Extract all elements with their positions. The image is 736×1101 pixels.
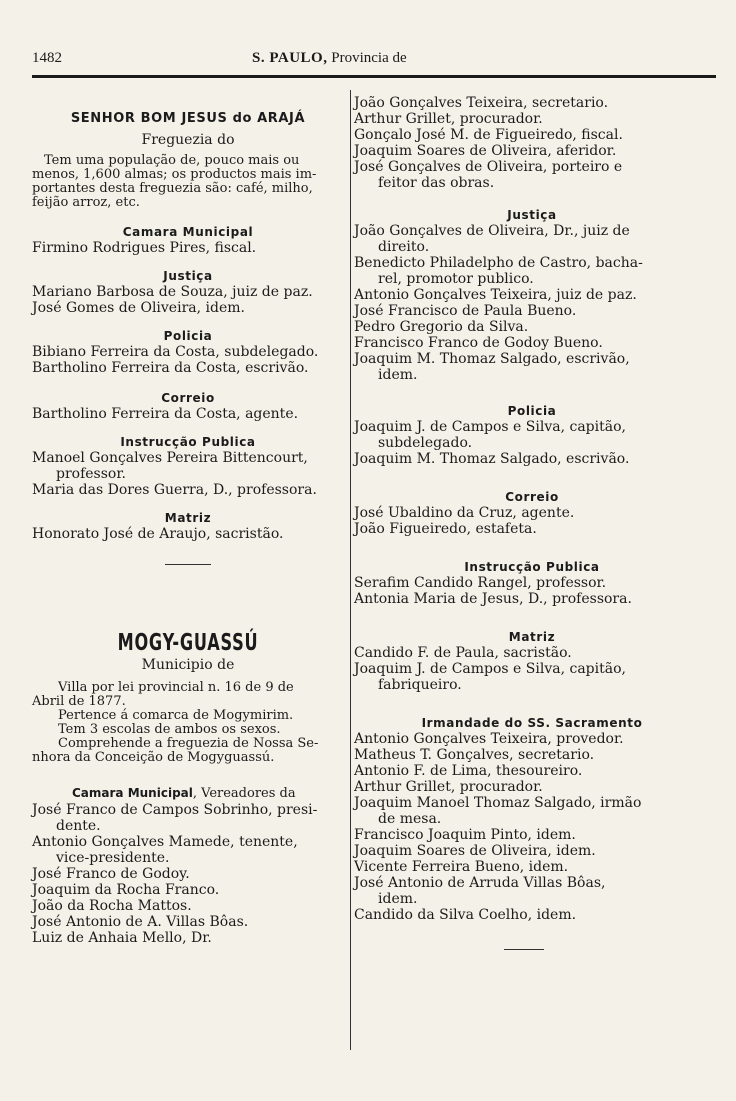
entry: Serafim Candido Rangel, professor. [354,575,607,591]
parish-desc-line: portantes desta freguezia são: café, milho, [32,181,313,196]
entry-continuation: fabriqueiro. [378,677,462,693]
entry: Manoel Gonçalves Pereira Bittencourt, [32,450,308,466]
page-header [32,50,712,72]
header-rule [32,75,716,78]
running-title-rest: Provincia de [327,50,407,66]
entry-continuation: idem. [378,891,418,907]
entry: Arthur Grillet, procurador. [354,779,543,795]
entry: João Gonçalves Teixeira, secretario. [354,95,609,111]
town-subtitle: Municipio de [141,657,235,673]
entry: Joaquim Soares de Oliveira, aferidor. [354,143,617,159]
section-heading-justica: Justiça [507,208,557,222]
entry: Arthur Grillet, procurador. [354,111,543,127]
entry: Joaquim J. de Campos e Silva, capitão, [354,419,626,435]
entry: Antonia Maria de Jesus, D., professora. [354,591,632,607]
entry-continuation: feitor das obras. [378,175,495,191]
entry-continuation: professor. [56,466,126,482]
entry: Joaquim Manoel Thomaz Salgado, irmão [354,795,642,811]
entry: Joaquim M. Thomaz Salgado, escrivão, [354,351,630,367]
entry: Joaquim Soares de Oliveira, idem. [354,843,596,859]
entry: Antonio Gonçalves Teixeira, provedor. [354,731,624,747]
entry-continuation: idem. [378,367,418,383]
entry: José Antonio de A. Villas Bôas. [32,914,249,930]
section-separator [504,949,544,950]
parish-desc-line: Tem uma população de, pouco mais ou [44,153,300,168]
running-title-state: S. PAULO, [252,50,328,66]
entry: José Antonio de Arruda Villas Bôas, [354,875,606,891]
entry: Candido da Silva Coelho, idem. [354,907,577,923]
section-heading-instrucao: Instrucção Publica [464,560,600,574]
entry: Francisco Joaquim Pinto, idem. [354,827,576,843]
entry: José Francisco de Paula Bueno. [354,303,577,319]
entry: Francisco Franco de Godoy Bueno. [354,335,603,351]
vereadores-heading-bold: Camara Municipal [72,786,193,800]
entry: Joaquim M. Thomaz Salgado, escrivão. [354,451,630,467]
entry-continuation: subdelegado. [378,435,473,451]
town-desc-line: Abril de 1877. [32,694,126,709]
entry: Maria das Dores Guerra, D., professora. [32,482,317,498]
town-desc-line: Pertence á comarca de Mogymirim. [58,708,294,723]
section-heading-camara: Camara Municipal [122,225,254,239]
section-heading-correio: Correio [505,490,559,504]
section-heading-policia: Policia [507,404,557,418]
entry: João Gonçalves de Oliveira, Dr., juiz de [354,223,630,239]
parish-desc-line: menos, 1,600 almas; os productos mais im- [32,167,317,182]
right-column [354,95,710,950]
entry: Luiz de Anhaia Mello, Dr. [32,930,212,946]
entry: Antonio F. de Lima, thesoureiro. [354,763,583,779]
entry-continuation: rel, promotor publico. [378,271,534,287]
entry: Bartholino Ferreira da Costa, escrivão. [32,360,309,376]
section-heading-matriz: Matriz [164,511,212,525]
town-desc-line: Villa por lei provincial n. 16 de 9 de [58,680,294,695]
entry: Bibiano Ferreira da Costa, subdelegado. [32,344,319,360]
left-column [32,95,344,946]
entry: Vicente Ferreira Bueno, idem. [354,859,569,875]
parish-subtitle: Freguezia do [141,132,235,148]
entry: Honorato José de Araujo, sacristão. [32,526,284,542]
entry: Joaquim J. de Campos e Silva, capitão, [354,661,626,677]
column-divider [350,90,351,1050]
vereadores-heading-rest: , Vereadores da [192,786,296,801]
section-heading-matriz: Matriz [508,630,556,644]
parish-description [32,154,344,210]
parish-desc-line: feijão arroz, etc. [32,195,140,210]
page-number: 1482 [32,50,62,66]
section-heading-instrucao: Instrucção Publica [120,435,256,449]
town-title: MOGY-GUASSÚ [117,630,259,656]
entry: João da Rocha Mattos. [32,898,192,914]
entry-continuation: de mesa. [378,811,442,827]
entry-continuation: dente. [56,818,101,834]
entry: Pedro Gregorio da Silva. [354,319,529,335]
entry: José Gomes de Oliveira, idem. [32,300,245,316]
entry: Joaquim da Rocha Franco. [32,882,220,898]
section-heading-correio: Correio [161,391,215,405]
vereadores-heading [32,785,344,802]
section-heading-justica: Justiça [163,269,213,283]
running-title [252,50,407,67]
section-heading-policia: Policia [163,329,213,343]
entry: Antonio Gonçalves Teixeira, juiz de paz. [354,287,637,303]
town-desc-line: Tem 3 escolas de ambos os sexos. [58,722,281,737]
town-desc-line: nhora da Conceição de Mogyguassú. [32,750,275,765]
entry: Gonçalo José M. de Figueiredo, fiscal. [354,127,623,143]
entry: José Franco de Campos Sobrinho, presi- [32,802,318,818]
section-heading-irmandade: Irmandade do SS. Sacramento [421,716,643,730]
town-desc-line: Comprehende a freguezia de Nossa Se- [58,736,319,751]
town-description [32,681,344,765]
entry: José Franco de Godoy. [32,866,190,882]
entry: Antonio Gonçalves Mamede, tenente, [32,834,298,850]
entry: Bartholino Ferreira da Costa, agente. [32,406,299,422]
entry: Mariano Barbosa de Souza, juiz de paz. [32,284,313,300]
parish-title: SENHOR BOM JESUS do ARAJÁ [70,111,306,126]
entry: Candido F. de Paula, sacristão. [354,645,572,661]
entry: João Figueiredo, estafeta. [354,521,537,537]
entry-continuation: direito. [378,239,430,255]
entry: José Ubaldino da Cruz, agente. [354,505,575,521]
entry: Matheus T. Gonçalves, secretario. [354,747,595,763]
entry: Benedicto Philadelpho de Castro, bacha- [354,255,643,271]
entry-continuation: vice-presidente. [56,850,170,866]
entry: José Gonçalves de Oliveira, porteiro e [354,159,623,175]
entry: Firmino Rodrigues Pires, fiscal. [32,240,257,256]
